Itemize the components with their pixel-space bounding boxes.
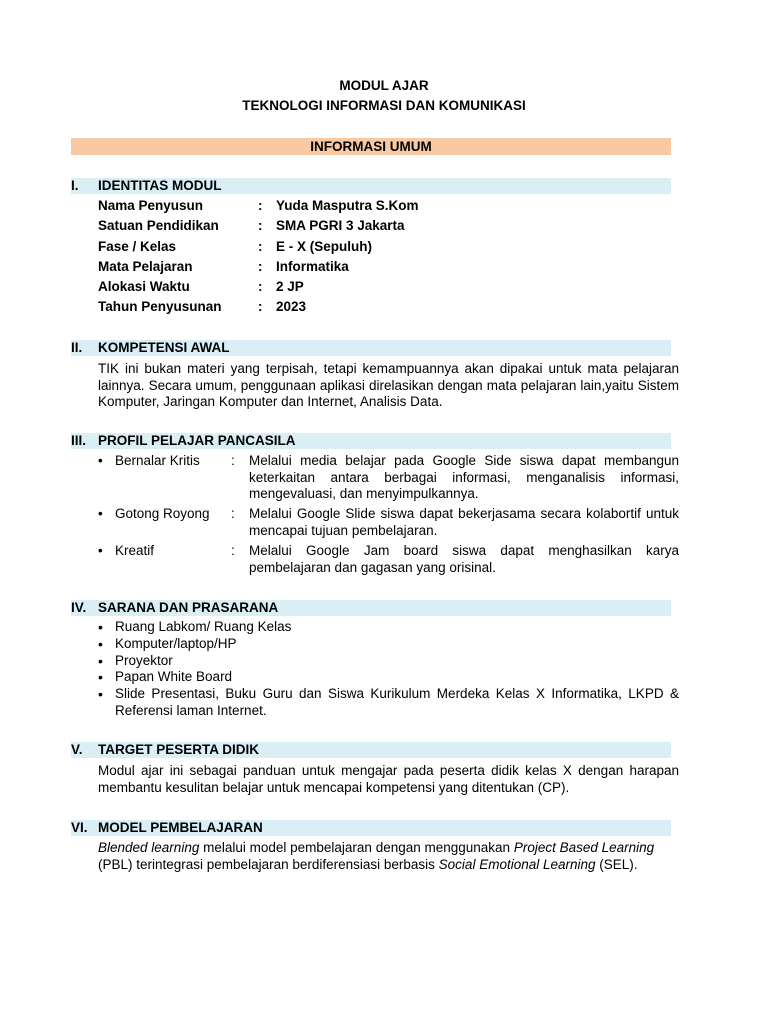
profil-description: Melalui media belajar pada Google Side siswa dapat membangun keterkaitan antara berbagai informasi, menganalisis informasi, mengevaluasi, dan menyimpulkannya. <box>249 453 679 501</box>
section-target-peserta-header <box>71 742 671 758</box>
kompetensi-awal-paragraph: TIK ini bukan materi yang terpisah, tetapi kemampuannya akan dipakai untuk mata pelajaran lainnya. Secara umum, penggunaan aplikasi direlasikan dengan mata pelajaran lain,yaitu Sistem Komputer, Jaringan Komputer dan Internet, Analisis Data. <box>98 361 679 409</box>
section-number: IV. <box>71 600 87 615</box>
section-sarana-prasarana-header <box>71 600 671 616</box>
section-number: VI. <box>71 820 88 835</box>
section-title: KOMPETENSI AWAL <box>98 340 230 355</box>
profil-label: Bernalar Kritis <box>115 453 200 468</box>
section-kompetensi-awal-header <box>71 340 671 356</box>
identity-row <box>98 237 678 257</box>
section-number: II. <box>71 340 83 355</box>
target-peserta-paragraph: Modul ajar ini sebagai panduan untuk mengajar pada peserta didik kelas X dengan harapan membantu kesulitan belajar untuk mencapai kompetensi yang ditentukan (CP). <box>98 763 679 795</box>
identity-colon: : <box>258 299 263 314</box>
section-number: I. <box>71 178 79 193</box>
informasi-umum-banner: INFORMASI UMUM <box>71 138 671 155</box>
identity-value: Informatika <box>276 259 349 274</box>
bullet-icon: • <box>98 619 103 635</box>
bullet-icon: • <box>98 653 103 669</box>
paragraph-text: (PBL) terintegrasi pembelajaran berdiferensiasi berbasis <box>98 856 439 872</box>
profil-colon: : <box>231 506 235 521</box>
profil-item <box>98 506 679 540</box>
profil-item <box>98 453 679 505</box>
bullet-icon: • <box>98 636 103 652</box>
identity-row <box>98 277 678 297</box>
document-title: MODUL AJAR <box>339 78 429 93</box>
pbl-term: Project Based Learning <box>513 840 655 855</box>
list-item-text: Slide Presentasi, Buku Guru dan Siswa Kurikulum Merdeka Kelas X Informatika, LKPD & Referensi laman Internet. <box>115 686 679 718</box>
profil-colon: : <box>231 453 235 468</box>
identity-colon: : <box>258 198 263 213</box>
paragraph-text: melalui model pembelajaran dengan menggunakan <box>199 840 514 855</box>
list-item <box>98 653 679 670</box>
identity-colon: : <box>258 259 263 274</box>
list-item <box>98 619 679 636</box>
sel-term: Social Emotional Learning <box>438 856 596 872</box>
list-item <box>98 636 679 653</box>
identity-colon: : <box>258 239 263 254</box>
bullet-icon: • <box>98 686 103 702</box>
identity-row <box>98 196 678 216</box>
paragraph-text: (SEL). <box>595 856 638 872</box>
identity-row <box>98 297 678 317</box>
list-item-text: Ruang Labkom/ Ruang Kelas <box>115 619 292 634</box>
section-profil-pelajar-header <box>71 433 671 449</box>
identity-value: 2 JP <box>276 279 304 294</box>
identity-value: Yuda Masputra S.Kom <box>276 198 419 213</box>
bullet-icon: • <box>98 543 103 558</box>
bullet-icon: • <box>98 506 103 521</box>
profil-description: Melalui Google Slide siswa dapat bekerjasama secara kolabortif untuk mencapai tujuan pembelajaran. <box>249 506 679 538</box>
identity-value: E - X (Sepuluh) <box>276 239 372 254</box>
identity-row <box>98 216 678 236</box>
identity-value: SMA PGRI 3 Jakarta <box>276 218 405 233</box>
list-item <box>98 686 679 720</box>
section-title: IDENTITAS MODUL <box>98 178 222 193</box>
identity-key: Fase / Kelas <box>98 239 177 254</box>
list-item-text: Proyektor <box>115 653 173 668</box>
list-item-text: Komputer/laptop/HP <box>115 636 237 651</box>
bullet-icon: • <box>98 453 103 468</box>
identity-key: Mata Pelajaran <box>98 259 193 274</box>
section-title: SARANA DAN PRASARANA <box>98 600 279 615</box>
list-item <box>98 669 679 686</box>
identity-key: Satuan Pendidikan <box>98 218 219 233</box>
profil-item <box>98 543 679 577</box>
identity-colon: : <box>258 218 263 233</box>
identity-key: Nama Penyusun <box>98 198 204 213</box>
section-title: PROFIL PELAJAR PANCASILA <box>98 433 296 448</box>
list-item-text: Papan White Board <box>115 669 233 684</box>
section-number: III. <box>71 433 87 448</box>
profil-label: Kreatif <box>115 543 155 558</box>
section-identitas-modul-header <box>71 178 671 194</box>
model-pembelajaran-paragraph <box>98 840 679 873</box>
identity-value: 2023 <box>276 299 307 314</box>
identity-row <box>98 257 678 277</box>
profil-label: Gotong Royong <box>115 506 210 521</box>
document-subtitle: TEKNOLOGI INFORMASI DAN KOMUNIKASI <box>242 98 526 113</box>
profil-colon: : <box>231 543 235 558</box>
section-title: TARGET PESERTA DIDIK <box>98 742 260 757</box>
identity-key: Alokasi Waktu <box>98 279 190 294</box>
identity-key: Tahun Penyusunan <box>98 299 222 314</box>
identity-colon: : <box>258 279 263 294</box>
blended-learning-term: Blended learning <box>98 840 200 855</box>
section-title: MODEL PEMBELAJARAN <box>98 820 263 835</box>
section-number: V. <box>71 742 83 757</box>
bullet-icon: • <box>98 669 103 685</box>
profil-description: Melalui Google Jam board siswa dapat menghasilkan karya pembelajaran dan gagasan yang orisinal. <box>249 543 679 575</box>
section-model-pembelajaran-header <box>71 820 671 836</box>
